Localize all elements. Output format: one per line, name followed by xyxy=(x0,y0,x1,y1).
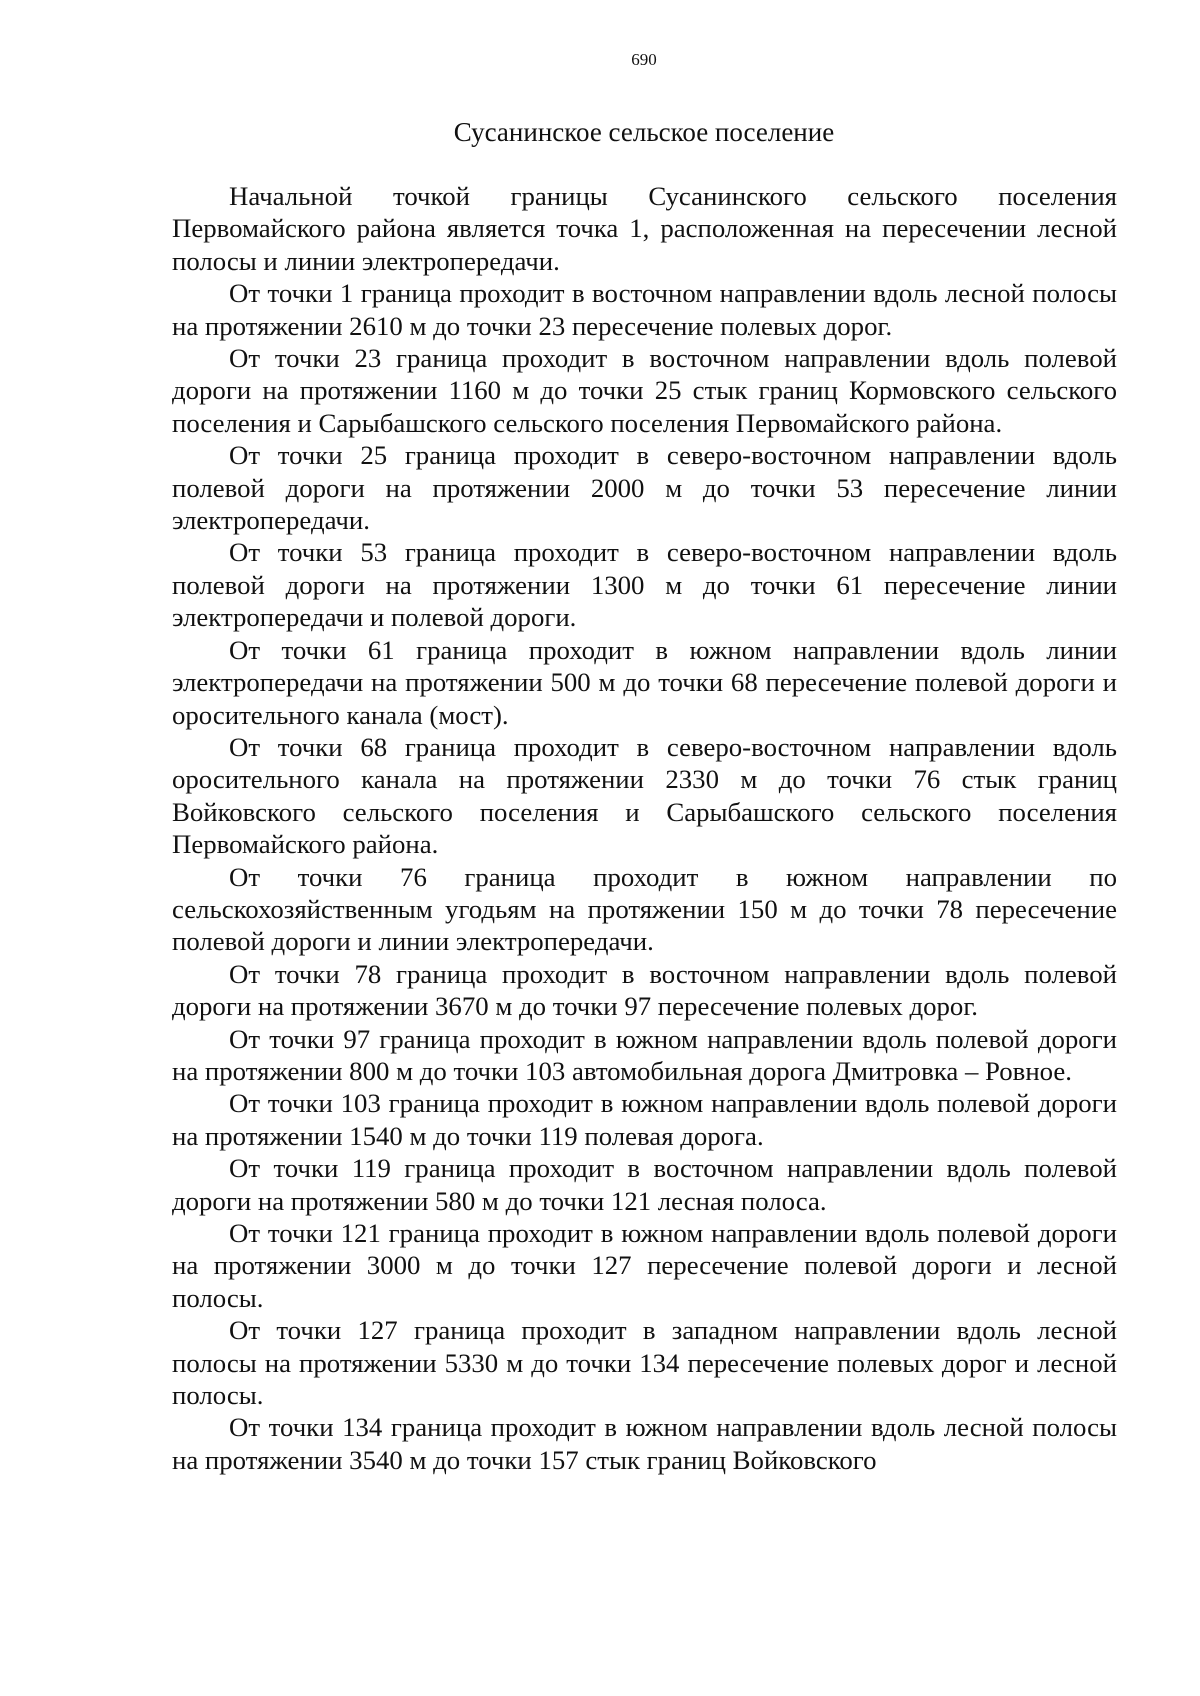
document-body xyxy=(172,180,1117,1476)
page-number: 690 xyxy=(631,50,657,69)
paragraph: От точки 23 граница проходит в восточном направлении вдоль полевой дороги на протяжении 1160 м до точки 25 стык границ Кормовского сельского поселения и Сарыбашского сельского поселения Первомайского района. xyxy=(172,343,1117,438)
paragraph: От точки 68 граница проходит в северо-восточном направлении вдоль оросительного канала на протяжении 2330 м до точки 76 стык границ Войковского сельского поселения и Сарыбашского сельского поселения Первомайского района. xyxy=(172,731,1117,860)
paragraph: От точки 1 граница проходит в восточном направлении вдоль лесной полосы на протяжении 2610 м до точки 23 пересечение полевых дорог. xyxy=(172,278,1117,341)
paragraph: От точки 53 граница проходит в северо-восточном направлении вдоль полевой дороги на протяжении 1300 м до точки 61 пересечение линии электропередачи и полевой дороги. xyxy=(172,537,1117,633)
paragraph: От точки 76 граница проходит в южном направлении по сельскохозяйственным угодьям на протяжении 150 м до точки 78 пересечение полевой дороги и линии электропередачи. xyxy=(172,861,1117,957)
section-title: Сусанинское сельское поселение xyxy=(453,117,835,147)
paragraph: От точки 78 граница проходит в восточном направлении вдоль полевой дороги на протяжении 3670 м до точки 97 пересечение полевых дорог. xyxy=(172,958,1117,1022)
paragraph: От точки 103 граница проходит в южном направлении вдоль полевой дороги на протяжении 1540 м до точки 119 полевая дорога. xyxy=(172,1088,1117,1151)
paragraph: От точки 119 граница проходит в восточном направлении вдоль полевой дороги на протяжении 580 м до точки 121 лесная полоса. xyxy=(172,1153,1117,1216)
paragraph: От точки 97 граница проходит в южном направлении вдоль полевой дороги на протяжении 800 м до точки 103 автомобильная дорога Дмитровка – Ровное. xyxy=(172,1023,1117,1086)
paragraph: От точки 121 граница проходит в южном направлении вдоль полевой дороги на протяжении 3000 м до точки 127 пересечение полевой дороги и лесной полосы. xyxy=(172,1218,1117,1313)
paragraph: От точки 127 граница проходит в западном направлении вдоль лесной полосы на протяжении 5330 м до точки 134 пересечение полевых дорог и лесной полосы. xyxy=(172,1315,1117,1411)
paragraph: Начальной точкой границы Сусанинского сельского поселения Первомайского района является точка 1, расположенная на пересечении лесной полосы и линии электропередачи. xyxy=(172,181,1117,276)
paragraph: От точки 61 граница проходит в южном направлении вдоль линии электропередачи на протяжении 500 м до точки 68 пересечение полевой дороги и оросительного канала (мост). xyxy=(172,634,1117,730)
paragraph: От точки 134 граница проходит в южном направлении вдоль лесной полосы на протяжении 3540 м до точки 157 стык границ Войковского xyxy=(172,1412,1117,1475)
paragraph: От точки 25 граница проходит в северо-восточном направлении вдоль полевой дороги на протяжении 2000 м до точки 53 пересечение линии электропередачи. xyxy=(172,440,1117,536)
